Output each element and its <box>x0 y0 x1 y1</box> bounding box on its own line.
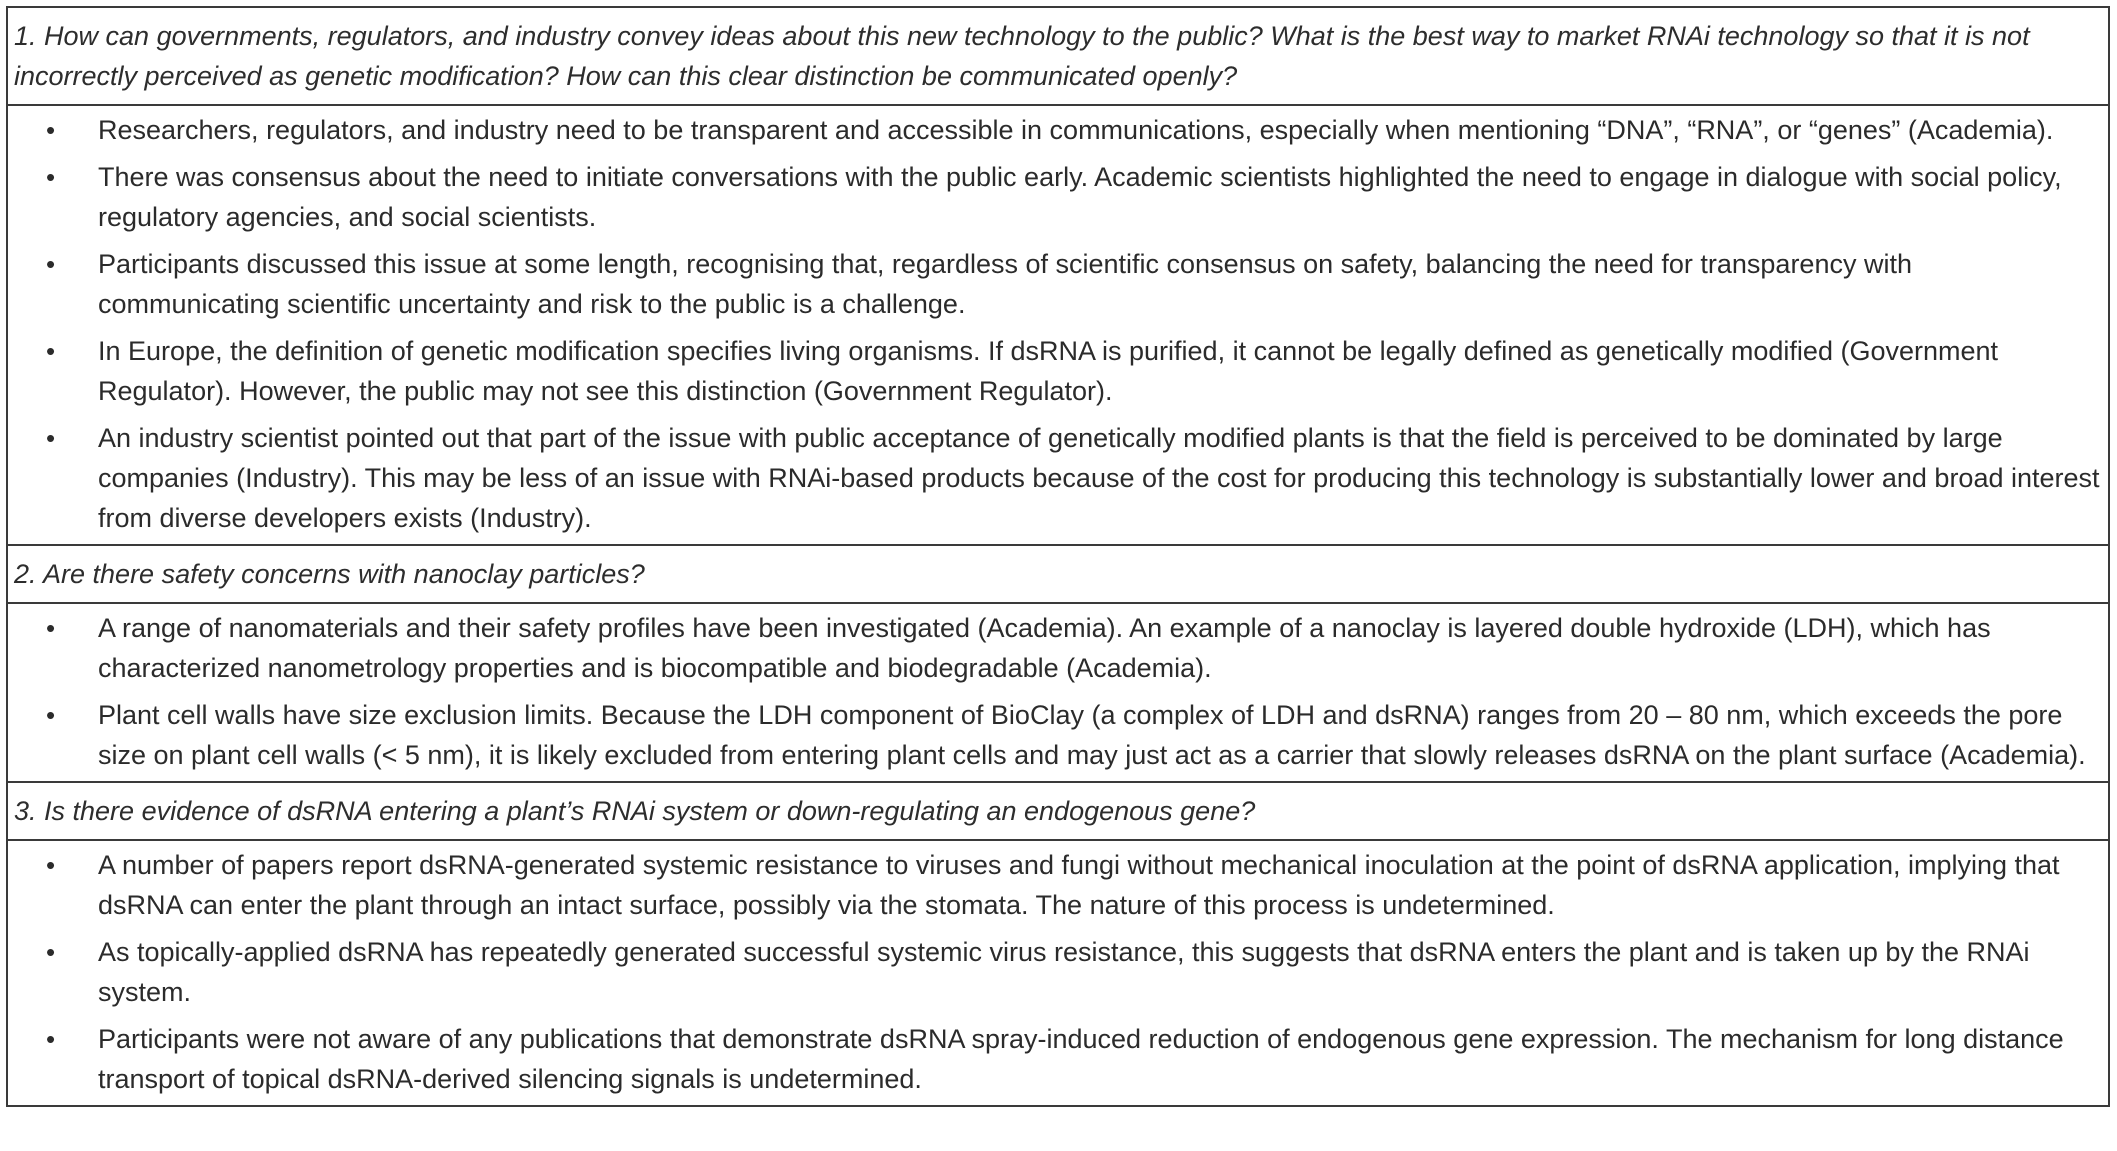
bullet-icon: • <box>46 937 56 967</box>
qa-table <box>6 6 2110 1107</box>
bullet-icon: • <box>46 423 56 453</box>
question-2: 2. Are there safety concerns with nanoclay particles? <box>8 546 2108 604</box>
bullet-icon: • <box>46 613 56 643</box>
list-item <box>8 608 2100 688</box>
question-1: 1. How can governments, regulators, and industry convey ideas about this new technology to the public? What is the best way to market RNAi technology so that it is not incorrectly perceived as genetic modification? How can this clear distinction be communicated openly? <box>8 8 2108 106</box>
list-item-text: A number of papers report dsRNA-generated systemic resistance to viruses and fungi without mechanical inoculation at the point of dsRNA application, implying that dsRNA can enter the plant through an intact surface, possibly via the stomata. The nature of this process is undetermined. <box>98 850 2060 920</box>
list-item-text: Plant cell walls have size exclusion limits. Because the LDH component of BioClay (a complex of LDH and dsRNA) ranges from 20 – 80 nm, which exceeds the pore size on plant cell walls (< 5 nm), it is likely excluded from entering plant cells and may just act as a carrier that slowly releases dsRNA on the plant surface (Academia). <box>98 700 2086 770</box>
list-item <box>8 331 2100 411</box>
bullet-icon: • <box>46 336 56 366</box>
list-item <box>8 1019 2100 1099</box>
bullet-icon: • <box>46 162 56 192</box>
bullet-icon: • <box>46 115 56 145</box>
bullet-icon: • <box>46 850 56 880</box>
bullet-icon: • <box>46 1024 56 1054</box>
question-3: 3. Is there evidence of dsRNA entering a plant’s RNAi system or down-regulating an endogenous gene? <box>8 783 2108 841</box>
list-item-text: Participants discussed this issue at some length, recognising that, regardless of scientific consensus on safety, balancing the need for transparency with communicating scientific uncertainty and risk to the public is a challenge. <box>98 249 1912 319</box>
list-item <box>8 244 2100 324</box>
list-item <box>8 418 2100 538</box>
list-item-text: In Europe, the definition of genetic modification specifies living organisms. If dsRNA is purified, it cannot be legally defined as genetically modified (Government Regulator). However, the public may not see this distinction (Government Regulator). <box>98 336 1999 406</box>
list-item <box>8 845 2100 925</box>
list-item-text: Participants were not aware of any publications that demonstrate dsRNA spray-induced reduction of endogenous gene expression. The mechanism for long distance transport of topical dsRNA-derived silencing signals is undetermined. <box>98 1024 2064 1094</box>
answers-3 <box>8 841 2108 1107</box>
bullet-icon: • <box>46 249 56 279</box>
list-item-text: There was consensus about the need to initiate conversations with the public early. Academic scientists highlighted the need to engage in dialogue with social policy, regulatory agencies, and social scientists. <box>98 162 2062 232</box>
answers-2 <box>8 604 2108 783</box>
list-item-text: Researchers, regulators, and industry need to be transparent and accessible in communications, especially when mentioning “DNA”, “RNA”, or “genes” (Academia). <box>98 115 2054 145</box>
list-item <box>8 695 2100 775</box>
bullet-icon: • <box>46 700 56 730</box>
list-item <box>8 110 2100 150</box>
list-item-text: An industry scientist pointed out that part of the issue with public acceptance of genetically modified plants is that the field is perceived to be dominated by large companies (Industry). This may be less of an issue with RNAi-based products because of the cost for producing this technology is substantially lower and broad interest from diverse developers exists (Industry). <box>98 423 2100 533</box>
list-item <box>8 932 2100 1012</box>
list-item-text: As topically-applied dsRNA has repeatedly generated successful systemic virus resistance, this suggests that dsRNA enters the plant and is taken up by the RNAi system. <box>98 937 2030 1007</box>
answers-1 <box>8 106 2108 546</box>
list-item <box>8 157 2100 237</box>
list-item-text: A range of nanomaterials and their safety profiles have been investigated (Academia). An example of a nanoclay is layered double hydroxide (LDH), which has characterized nanometrology properties and is biocompatible and biodegradable (Academia). <box>98 613 1991 683</box>
